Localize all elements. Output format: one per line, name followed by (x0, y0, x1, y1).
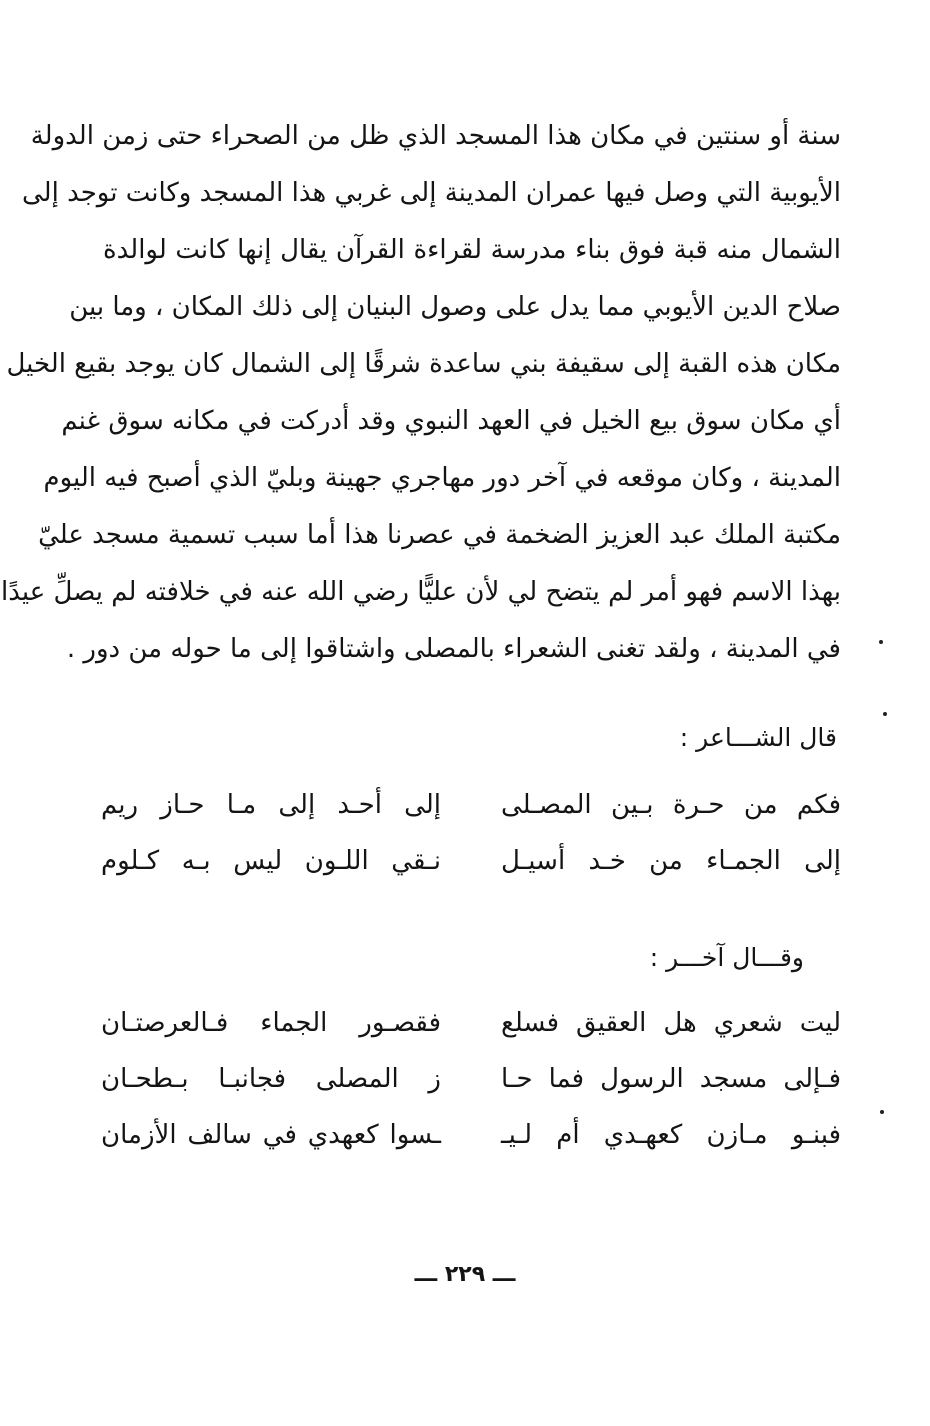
poem-verse (101, 1050, 841, 1108)
paragraph-line: الشمال منه قبة فوق بناء مدرسة لقراءة القرآن يقال إنها كانت لوالدة (103, 235, 841, 265)
poem-verse (101, 1106, 841, 1164)
scan-edge-mark (880, 1110, 884, 1114)
poem-verse (101, 776, 841, 834)
verse-second-hemistich: ز المصلى فجانبـا بـطحـان (101, 1064, 441, 1094)
poem-verse (101, 832, 841, 890)
scan-edge-mark (879, 640, 883, 644)
paragraph-line: بهذا الاسم فهو أمر لم يتضح لي لأن عليًّا رضي الله عنه في خلافته لم يصلِّ عيدًا (1, 577, 841, 607)
paragraph-line: الأيوبية التي وصل فيها عمران المدينة إلى غربي هذا المسجد وكانت توجد إلى (21, 178, 841, 208)
verse-second-hemistich: إلى أحـد إلى مـا حـاز ريم (101, 790, 441, 820)
verse-first-hemistich: فبنـو مـازن كعهـدي أم لـيـ (501, 1120, 841, 1150)
verse-first-hemistich: فكم من حـرة بـين المصـلى (501, 790, 841, 820)
paragraph-line: سنة أو سنتين في مكان هذا المسجد الذي ظل من الصحراء حتى زمن الدولة (30, 121, 841, 151)
verse-second-hemistich: فقصـور الجماء فـالعرصتـان (101, 1008, 441, 1038)
poem-verse (101, 994, 841, 1052)
paragraph-line: مكان هذه القبة إلى سقيفة بني ساعدة شرقًا إلى الشمال كان يوجد بقيع الخيل (6, 349, 841, 379)
verse-second-hemistich: نـقي اللـون ليس بـه كـلوم (101, 846, 441, 876)
paragraph-line: المدينة ، وكان موقعه في آخر دور مهاجري جهينة وبليّ الذي أصبح فيه اليوم (43, 463, 841, 493)
verse-second-hemistich: ـسوا كعهدي في سالف الأزمان (101, 1120, 441, 1150)
poem-intro: وقـــال آخـــر : (649, 943, 804, 972)
prose-paragraph (1, 108, 841, 678)
paragraph-line: في المدينة ، ولقد تغنى الشعراء بالمصلى واشتاقوا إلى ما حوله من دور . (66, 634, 841, 664)
verse-first-hemistich: ليت شعري هل العقيق فسلع (501, 1008, 841, 1038)
verse-first-hemistich: إلى الجمـاء من خـد أسيـل (501, 846, 841, 876)
paragraph-line: صلاح الدين الأيوبي مما يدل على وصول البنيان إلى ذلك المكان ، وما بين (69, 292, 841, 322)
page-number: ـــ ٢٢٩ ـــ (414, 1262, 516, 1287)
scan-edge-mark (883, 712, 887, 716)
paragraph-line: أي مكان سوق بيع الخيل في العهد النبوي وقد أدركت في مكانه سوق غنم (61, 406, 841, 436)
verse-first-hemistich: فـإلى مسجد الرسول فما حـا (501, 1064, 841, 1094)
poem-intro: قال الشـــاعر : (679, 723, 837, 752)
paragraph-line: مكتبة الملك عبد العزيز الضخمة في عصرنا هذا أما سبب تسمية مسجد عليّ (38, 520, 841, 550)
